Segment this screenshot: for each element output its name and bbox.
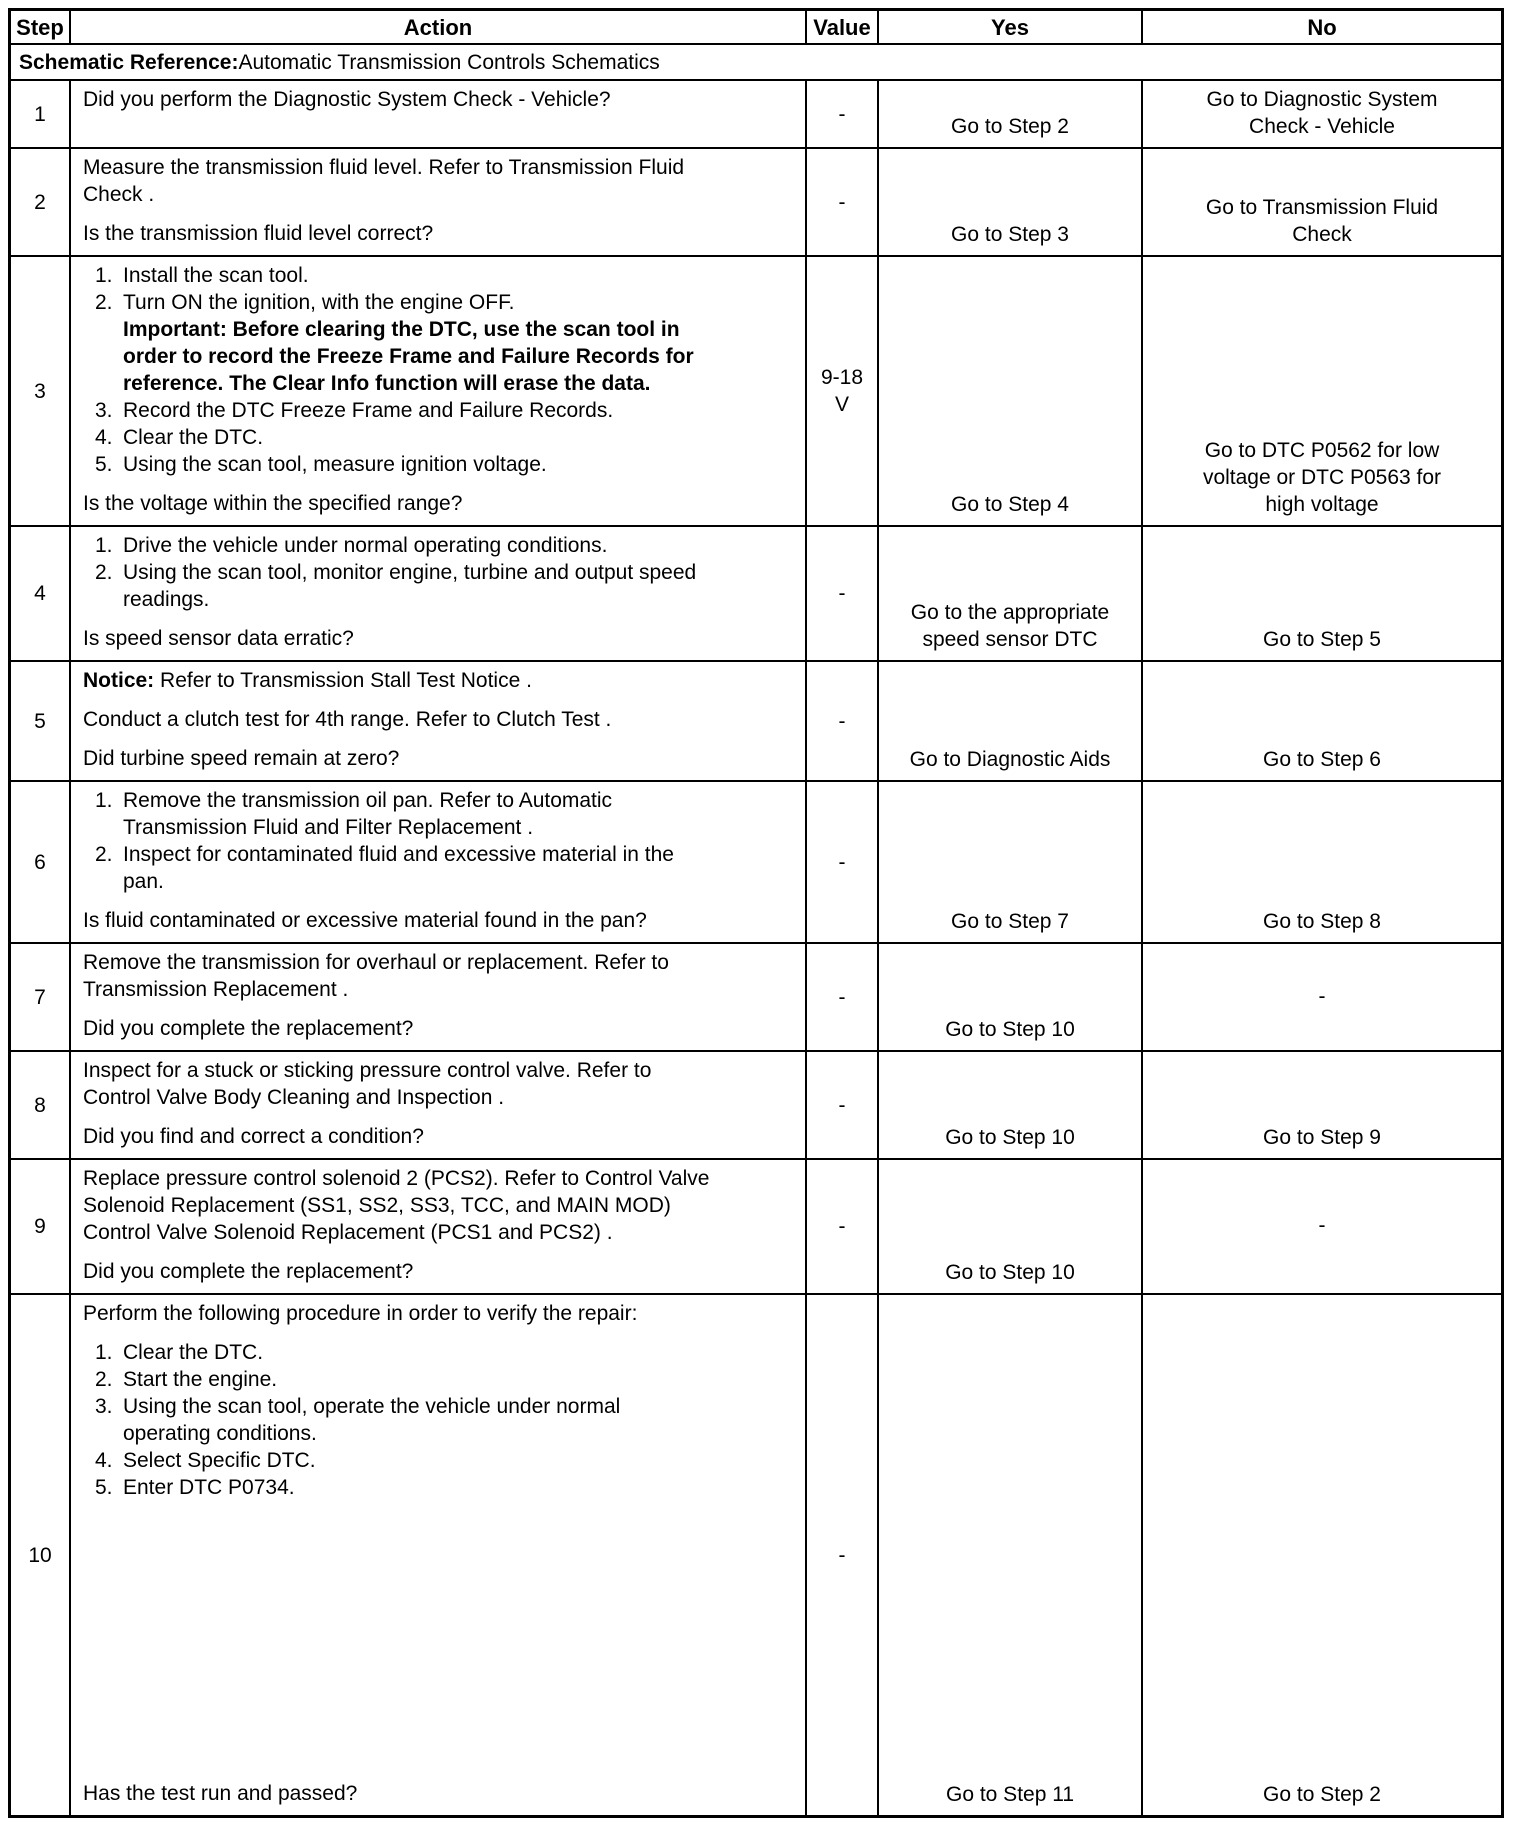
list-item	[95, 1393, 795, 1447]
list-item-text: Install the scan tool.	[123, 264, 309, 287]
value-cell: 9-18 V	[807, 257, 877, 525]
yes-cell: Go to Step 3	[879, 149, 1141, 255]
question-text: Did you find and correct a condition?	[83, 1125, 424, 1148]
list-item-text: Enter DTC P0734.	[123, 1476, 295, 1499]
schematic-reference-row	[11, 45, 1501, 79]
list-item-number: 2.	[95, 291, 113, 314]
yes-cell: Go to Step 10	[879, 944, 1141, 1050]
question-text: Did turbine speed remain at zero?	[83, 747, 400, 770]
column-header-step: Step	[11, 11, 69, 43]
important-note: Important: Before clearing the DTC, use the scan tool in order to record the Freeze Frame and Failure Records for reference. The Clear Info function will erase the data.	[123, 318, 694, 395]
step-number: 9	[11, 1160, 69, 1293]
value-cell: -	[807, 81, 877, 147]
value-cell: -	[807, 1052, 877, 1158]
list-item	[95, 1474, 795, 1501]
list-item	[95, 262, 795, 289]
value-cell: -	[807, 782, 877, 942]
action-list	[83, 532, 795, 613]
value-cell: -	[807, 944, 877, 1050]
schematic-reference-text: Automatic Transmission Controls Schematics	[238, 50, 660, 74]
action-paragraph: Conduct a clutch test for 4th range. Refer to Clutch Test .	[83, 708, 612, 731]
value-cell: -	[807, 149, 877, 255]
list-item-text: Turn ON the ignition, with the engine OFF. Important: Before clearing the DTC, use the scan tool in order to record the Freeze Frame and Failure Records for reference. The Clear Info function will erase the data.	[123, 289, 795, 397]
no-cell: Go to Step 5	[1143, 527, 1501, 660]
action-list	[83, 1339, 795, 1501]
column-header-value: Value	[807, 11, 877, 43]
no-cell: Go to Step 6	[1143, 662, 1501, 780]
list-item-number: 3.	[95, 1395, 113, 1418]
action-cell	[71, 149, 805, 255]
no-cell: -	[1143, 944, 1501, 1050]
list-item-number: 1.	[95, 1341, 113, 1364]
column-header-action: Action	[71, 11, 805, 43]
list-item	[95, 1339, 795, 1366]
question-text: Is the transmission fluid level correct?	[83, 222, 434, 245]
list-item	[95, 289, 795, 397]
list-item-number: 5.	[95, 453, 113, 476]
list-item-text: Inspect for contaminated fluid and excessive material in the pan.	[123, 843, 674, 893]
bold-lead: Notice:	[83, 669, 155, 692]
list-item	[95, 1447, 795, 1474]
step-number: 8	[11, 1052, 69, 1158]
question-text: Did you complete the replacement?	[83, 1017, 414, 1040]
yes-cell: Go to Diagnostic Aids	[879, 662, 1141, 780]
list-item	[95, 841, 795, 895]
question-text: Is the voltage within the specified range?	[83, 492, 463, 515]
step-number: 7	[11, 944, 69, 1050]
no-cell: Go to Step 8	[1143, 782, 1501, 942]
list-item-number: 5.	[95, 1476, 113, 1499]
step-number: 6	[11, 782, 69, 942]
question-text: Is speed sensor data erratic?	[83, 627, 354, 650]
step-number: 4	[11, 527, 69, 660]
list-item-number: 1.	[95, 789, 113, 812]
list-item-text: Using the scan tool, operate the vehicle under normal operating conditions.	[123, 1395, 621, 1445]
list-item-text: Using the scan tool, monitor engine, turbine and output speed readings.	[123, 561, 697, 611]
action-paragraph: Measure the transmission fluid level. Refer to Transmission Fluid Check .	[83, 156, 685, 206]
list-item	[95, 397, 795, 424]
question-text: Is fluid contaminated or excessive material found in the pan?	[83, 909, 647, 932]
yes-cell: Go to Step 4	[879, 257, 1141, 525]
value-cell: -	[807, 1160, 877, 1293]
action-cell	[71, 81, 805, 147]
yes-cell: Go to Step 10	[879, 1160, 1141, 1293]
action-cell	[71, 944, 805, 1050]
list-item-number: 4.	[95, 1449, 113, 1472]
list-item-text: Clear the DTC.	[123, 1341, 264, 1364]
value-cell: -	[807, 662, 877, 780]
list-item-number: 4.	[95, 426, 113, 449]
step-number: 10	[11, 1295, 69, 1815]
action-cell	[71, 527, 805, 660]
no-cell: Go to Diagnostic System Check - Vehicle	[1143, 81, 1501, 147]
action-cell	[71, 1160, 805, 1293]
question-text: Did you complete the replacement?	[83, 1260, 414, 1283]
list-item-text: Select Specific DTC.	[123, 1449, 316, 1472]
action-cell	[71, 662, 805, 780]
list-item-text: Using the scan tool, measure ignition voltage.	[123, 453, 547, 476]
column-header-no: No	[1143, 11, 1501, 43]
action-list	[83, 262, 795, 478]
list-item	[95, 559, 795, 613]
step-number: 2	[11, 149, 69, 255]
list-item	[95, 451, 795, 478]
value-cell: -	[807, 1295, 877, 1815]
action-paragraph: Notice: Refer to Transmission Stall Test Notice .	[83, 669, 532, 692]
value-cell: -	[807, 527, 877, 660]
yes-cell: Go to Step 11	[879, 1295, 1141, 1815]
action-paragraph: Remove the transmission for overhaul or replacement. Refer to Transmission Replacement .	[83, 951, 669, 1001]
question-text: Has the test run and passed?	[83, 1782, 358, 1805]
list-item	[95, 532, 795, 559]
step-number: 5	[11, 662, 69, 780]
yes-cell: Go to Step 10	[879, 1052, 1141, 1158]
action-cell	[71, 1052, 805, 1158]
no-cell: Go to Step 9	[1143, 1052, 1501, 1158]
list-item-number: 2.	[95, 843, 113, 866]
list-item	[95, 787, 795, 841]
list-item-number: 2.	[95, 561, 113, 584]
list-item-number: 1.	[95, 534, 113, 557]
list-item-number: 1.	[95, 264, 113, 287]
list-item-text: Remove the transmission oil pan. Refer to Automatic Transmission Fluid and Filter Replacement .	[123, 789, 613, 839]
column-header-yes: Yes	[879, 11, 1141, 43]
diagnostic-table	[8, 8, 1504, 1818]
action-cell	[71, 1295, 805, 1815]
no-cell: -	[1143, 1160, 1501, 1293]
list-item-text: Record the DTC Freeze Frame and Failure Records.	[123, 399, 614, 422]
list-item-text: Drive the vehicle under normal operating conditions.	[123, 534, 608, 557]
step-number: 3	[11, 257, 69, 525]
list-item-number: 3.	[95, 399, 113, 422]
action-cell	[71, 257, 805, 525]
action-cell	[71, 782, 805, 942]
no-cell: Go to Transmission Fluid Check	[1143, 149, 1501, 255]
list-item-text: Clear the DTC.	[123, 426, 264, 449]
step-number: 1	[11, 81, 69, 147]
list-item	[95, 1366, 795, 1393]
yes-cell: Go to Step 2	[879, 81, 1141, 147]
action-list	[83, 787, 795, 895]
action-paragraph: Perform the following procedure in order to verify the repair:	[83, 1302, 638, 1325]
list-item	[95, 424, 795, 451]
schematic-reference-label: Schematic Reference:	[19, 50, 239, 74]
yes-cell: Go to the appropriate speed sensor DTC	[879, 527, 1141, 660]
action-paragraph: Replace pressure control solenoid 2 (PCS2). Refer to Control Valve Solenoid Replacement (SS1, SS2, SS3, TCC, and MAIN MOD) Control Valve Solenoid Replacement (PCS1 and PCS2) .	[83, 1167, 710, 1244]
list-item-number: 2.	[95, 1368, 113, 1391]
list-item-text: Start the engine.	[123, 1368, 278, 1391]
action-paragraph: Inspect for a stuck or sticking pressure control valve. Refer to Control Valve Body Cleaning and Inspection .	[83, 1059, 652, 1109]
yes-cell: Go to Step 7	[879, 782, 1141, 942]
no-cell: Go to Step 2	[1143, 1295, 1501, 1815]
action-paragraph: Did you perform the Diagnostic System Check - Vehicle?	[83, 88, 611, 111]
no-cell: Go to DTC P0562 for low voltage or DTC P0563 for high voltage	[1143, 257, 1501, 525]
